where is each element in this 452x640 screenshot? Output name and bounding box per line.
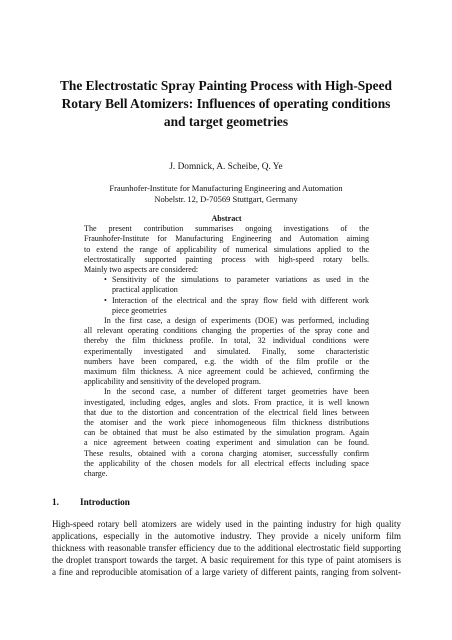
bullet-text: Interaction of the electrical and the spray flow field with different work: [112, 295, 369, 305]
abstract-line: Mainly two aspects are considered:: [84, 265, 199, 275]
affiliation-line: Nobelstr. 12, D-70569 Stuttgart, Germany: [154, 194, 298, 204]
introduction-body: [52, 519, 401, 579]
abstract-line: a nice agreement between coating experiment and simulation can be found.: [84, 438, 369, 448]
bullet-item: [84, 275, 369, 285]
affiliation: [0, 183, 452, 205]
affiliation-line: Fraunhofer-Institute for Manufacturing Engineering and Automation: [109, 183, 343, 193]
abstract-line: the atomiser and the work piece inhomogeneous film thickness distributions: [84, 418, 369, 428]
abstract-section: [84, 214, 369, 479]
title-line: Rotary Bell Atomizers: Influences of operating conditions: [61, 96, 391, 111]
abstract-line: the applicability of the chosen models for all electrical effects including space: [84, 458, 369, 468]
abstract-line: investigated, including edges, angles and slots. From practice, it is well known: [84, 397, 369, 407]
abstract-line: Fraunhofer-Institute for Manufacturing Engineering and Automation aiming: [84, 234, 369, 244]
bullet-continuation: piece geometries: [112, 305, 167, 315]
abstract-line: maximum film thickness. A nice agreement could be achieved, confirming the: [84, 367, 369, 377]
body-line: the droplet transport towards the target. A basic requirement for this type of paint atomisers is: [52, 554, 401, 565]
abstract-line: all relevant operating conditions changing the properties of the spray cone and: [84, 326, 369, 336]
section-heading-introduction: [52, 497, 130, 507]
bullet-text: Sensitivity of the simulations to parameter variations as used in the: [112, 275, 369, 285]
body-line: applications, especially in the automotive industry. They provide a nicely uniform film: [52, 530, 401, 541]
bullet-item: [84, 296, 369, 306]
abstract-line: The present contribution summarises ongoing investigations of the: [84, 224, 369, 234]
abstract-line: In the second case, a number of different target geometries have been: [104, 387, 369, 397]
abstract-line: can be obtained that must be also estimated by the simulation program. Again: [84, 428, 369, 438]
abstract-line: applicability and sensitivity of the developed program.: [84, 377, 261, 387]
section-title: Introduction: [80, 497, 130, 507]
abstract-line: experimentally investigated and simulated. Finally, some characteristic: [84, 346, 369, 356]
abstract-line: In the first case, a design of experiments (DOE) was performed, including: [104, 316, 369, 326]
bullet-continuation: practical application: [112, 285, 178, 295]
paper-title: [40, 77, 412, 131]
section-number: 1.: [52, 497, 59, 507]
bullet-marker: •: [104, 295, 107, 305]
title-line: The Electrostatic Spray Painting Process with High-Speed: [59, 78, 393, 93]
body-line: a fine and reproducible atomisation of a large variety of different paints, ranging from solvent-: [52, 566, 401, 577]
abstract-heading: Abstract: [211, 214, 242, 223]
abstract-line: thereby the film thickness profile. In total, 32 individual conditions were: [84, 336, 369, 346]
title-line: and target geometries: [163, 114, 289, 129]
body-line: thickness with reasonable transfer efficiency due to the additional electrostatic field supporting: [52, 542, 401, 553]
abstract-line: These results, obtained with a corona charging atomiser, successfully confirm: [84, 448, 369, 458]
abstract-line: numbers have been compared, e.g. the width of the film profile or the: [84, 356, 369, 366]
author-list: J. Domnick, A. Scheibe, Q. Ye: [169, 162, 283, 172]
abstract-line: electrostatically supported painting process with high-speed rotary bells.: [84, 254, 369, 264]
abstract-line: to extend the range of applicability of numerical simulations applied to the: [84, 244, 369, 254]
bullet-marker: •: [104, 275, 107, 285]
body-line: High-speed rotary bell atomizers are widely used in the painting industry for high quality: [52, 519, 401, 529]
abstract-line: that due to the distortion and concentration of the electrical field lines between: [84, 407, 369, 417]
abstract-line: charge.: [84, 469, 108, 479]
